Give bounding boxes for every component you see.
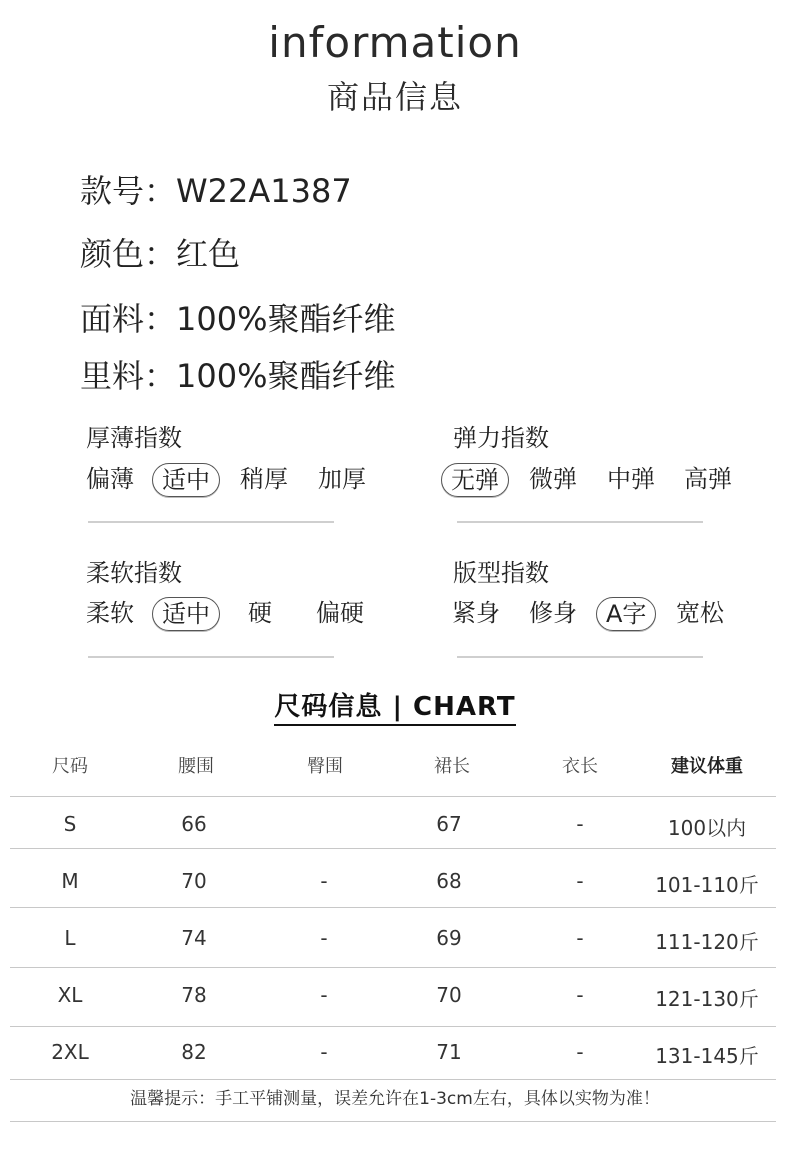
cell-skirt-length: 70 [436,983,462,1007]
info-label: 面料： [80,300,177,338]
cell-top-length: - [576,812,584,836]
fit-option: A字 [596,597,656,631]
softness-option: 柔软 [86,599,134,627]
thickness-option: 加厚 [318,465,366,493]
table-row [0,926,790,952]
cell-hip: - [320,1040,328,1064]
info-lining [80,351,396,397]
cell-size: L [64,926,76,950]
thickness-divider [88,521,334,523]
column-header-top-length: 衣长 [562,756,598,777]
elasticity-index-options [395,463,790,497]
info-value: W22A1387 [176,172,352,210]
table-divider [10,967,776,968]
cell-waist: 82 [181,1040,207,1064]
column-header-hip: 臀围 [307,756,343,777]
table-row [0,812,790,838]
fit-option: 紧身 [452,599,500,627]
elasticity-option: 微弹 [529,465,577,493]
column-header-suggested-weight: 建议体重 [671,756,743,777]
thickness-option: 稍厚 [240,465,288,493]
column-header-waist: 腰围 [178,756,214,777]
info-label: 里料： [80,357,177,395]
cell-top-length: - [576,1040,584,1064]
cell-size: S [63,812,77,836]
cell-hip: - [320,869,328,893]
cell-top-length: - [576,983,584,1007]
fit-index-title: 版型指数 [453,559,549,587]
cell-waist: 70 [181,869,207,893]
title-chinese: 商品信息 [326,78,463,116]
cell-skirt-length: 71 [436,1040,462,1064]
table-divider [10,1121,776,1122]
cell-top-length: - [576,926,584,950]
thickness-option: 适中 [152,463,220,497]
cell-hip: - [320,926,328,950]
thickness-index-title: 厚薄指数 [86,424,182,452]
elasticity-index-title: 弹力指数 [453,424,549,452]
cell-hip: - [320,983,328,1007]
column-header-size: 尺码 [52,756,88,777]
cell-waist: 74 [181,926,207,950]
softness-index-options [0,597,395,631]
cell-weight: 101-110斤 [655,873,759,897]
softness-index-title: 柔软指数 [86,559,182,587]
info-value: 100%聚酯纤维 [176,300,396,338]
info-label: 颜色： [80,235,177,273]
cell-weight: 121-130斤 [655,987,759,1011]
fit-option: 修身 [529,599,577,627]
info-style-number [80,166,352,212]
table-row [0,1040,790,1066]
title-english: information [268,18,522,67]
elasticity-option: 中弹 [607,465,655,493]
column-header-skirt-length: 裙长 [434,756,470,777]
info-label: 款号： [80,172,177,210]
elasticity-option: 高弹 [684,465,732,493]
table-divider [10,796,776,797]
cell-weight: 111-120斤 [655,930,759,954]
cell-skirt-length: 69 [436,926,462,950]
cell-weight: 100以内 [667,816,747,840]
cell-size: 2XL [51,1040,89,1064]
table-divider [10,907,776,908]
thickness-option: 偏薄 [86,465,134,493]
measurement-note: 温馨提示：手工平铺测量，误差允许在1-3cm左右，具体以实物为准！ [130,1089,660,1109]
fit-index-options [395,597,790,631]
table-divider [10,848,776,849]
info-fabric [80,294,396,340]
info-value: 红色 [176,235,241,273]
cell-skirt-length: 67 [436,812,462,836]
size-chart-title-text: 尺码信息 | CHART [274,692,515,726]
table-divider [10,1079,776,1080]
fit-divider [457,656,703,658]
fit-option: 宽松 [676,599,724,627]
cell-waist: 66 [181,812,207,836]
cell-waist: 78 [181,983,207,1007]
size-chart-title [0,686,790,723]
cell-size: M [61,869,79,893]
cell-size: XL [57,983,83,1007]
softness-option: 硬 [248,599,272,627]
table-row [0,983,790,1009]
table-divider [10,1026,776,1027]
softness-option: 适中 [152,597,220,631]
table-row [0,869,790,895]
elasticity-option: 无弹 [441,463,509,497]
info-color [80,229,240,275]
cell-skirt-length: 68 [436,869,462,893]
info-value: 100%聚酯纤维 [176,357,396,395]
thickness-index-options [0,463,395,497]
softness-divider [88,656,334,658]
elasticity-divider [457,521,703,523]
cell-weight: 131-145斤 [655,1044,759,1068]
softness-option: 偏硬 [316,599,364,627]
cell-top-length: - [576,869,584,893]
